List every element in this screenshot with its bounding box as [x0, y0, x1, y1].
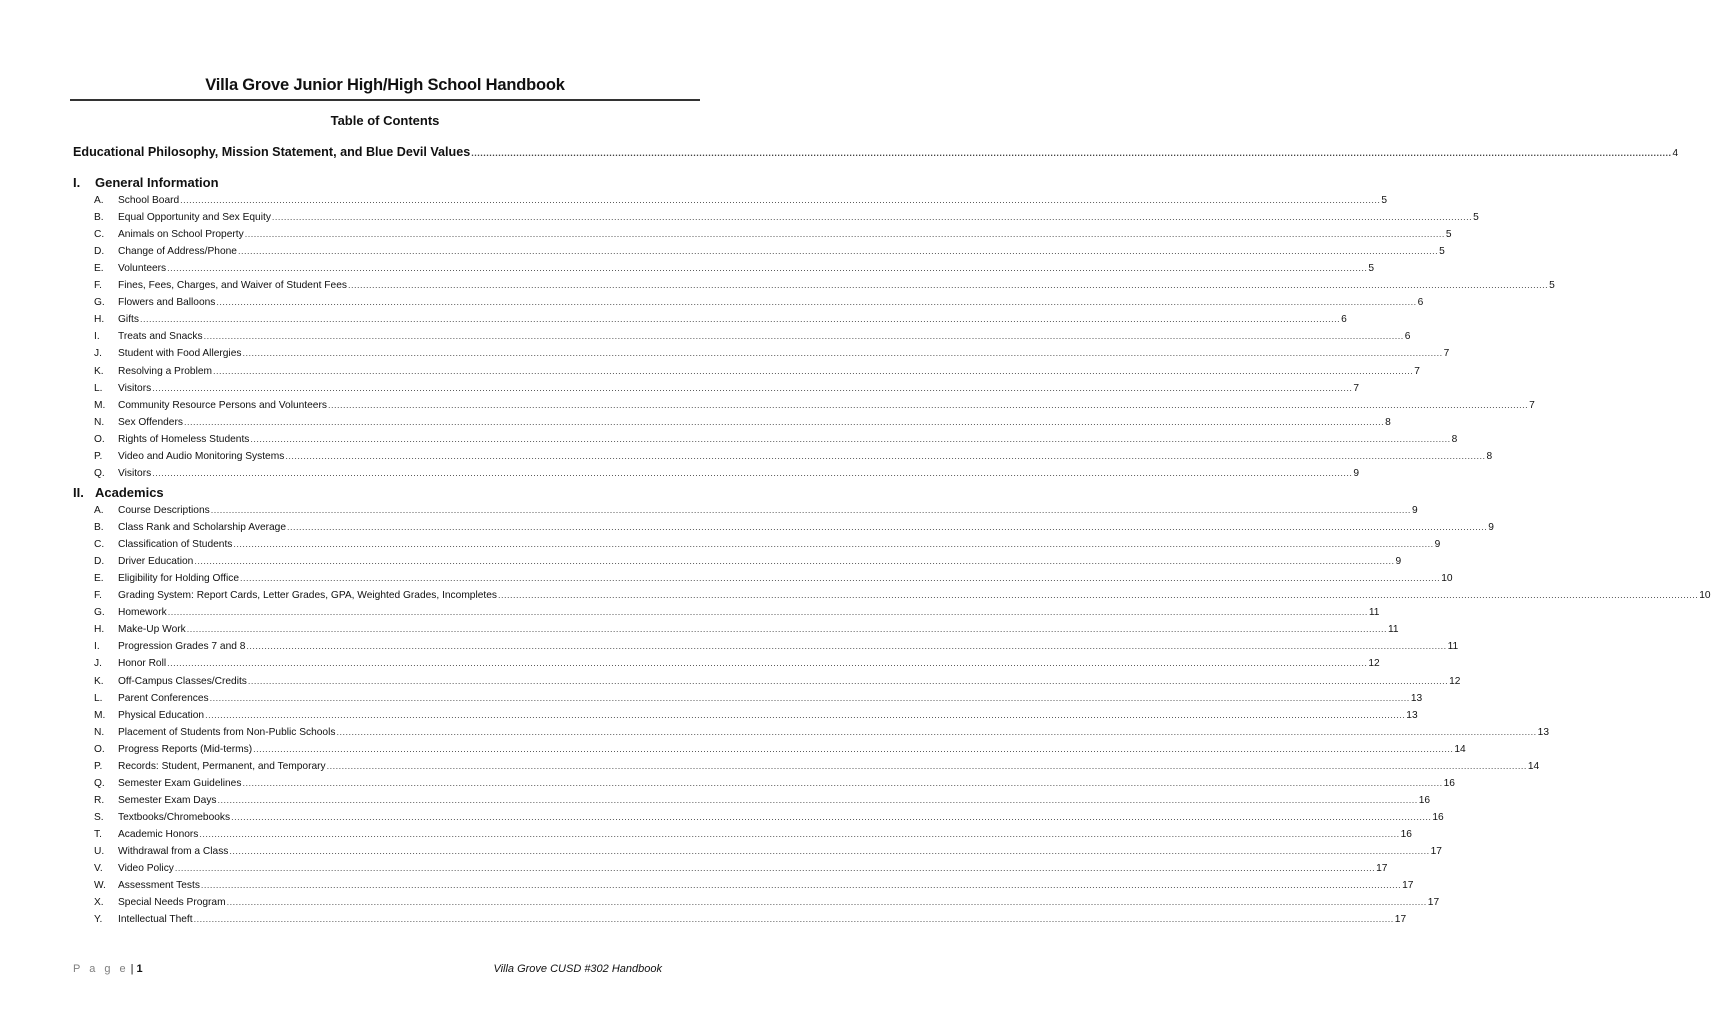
toc-item-label: Make-Up Work [118, 624, 186, 636]
toc-item-label-group [94, 641, 245, 652]
toc-item-letter: M. [94, 709, 106, 721]
toc-item-letter: O. [94, 433, 105, 445]
toc-item-label-group [94, 314, 139, 325]
toc-item-label: Community Resource Persons and Volunteers [118, 399, 327, 411]
dot-leader: ................................................................................................................................................................................................................................................................................................................................................................................................................ [174, 863, 1376, 874]
footer-page-label [73, 963, 143, 975]
toc-item-page: 6 [1417, 297, 1424, 309]
toc-item-letter: R. [94, 794, 105, 806]
toc-item-label: Eligibility for Holding Office [118, 573, 239, 585]
toc-item[interactable] [94, 573, 1453, 590]
toc-item[interactable] [94, 828, 1412, 846]
toc-item-letter: B. [94, 522, 104, 534]
toc-item-label: Animals on School Property [118, 229, 244, 241]
toc-item-letter: G. [94, 297, 105, 309]
toc-item-letter: Y. [94, 914, 103, 926]
dot-leader: ................................................................................................................................................................................................................................................................................................................................................................................................................ [186, 624, 1387, 635]
toc-item-label: Textbooks/Chromebooks [118, 811, 231, 823]
dot-leader: ................................................................................................................................................................................................................................................................................................................................................................................................................ [226, 897, 1427, 908]
toc-item-label: Off-Campus Classes/Credits [118, 675, 247, 687]
toc-item[interactable] [94, 624, 1399, 641]
toc-item-letter: F. [94, 590, 102, 602]
toc-item[interactable] [94, 399, 1535, 417]
toc-item-letter: M. [94, 399, 106, 411]
toc-item-letter: D. [94, 556, 105, 568]
toc-item-label: Visitors [118, 467, 152, 479]
toc-item-label: Semester Exam Guidelines [118, 777, 242, 789]
toc-item[interactable] [94, 416, 1391, 434]
toc-item-label: Progression Grades 7 and 8 [118, 641, 246, 653]
toc-item-letter: H. [94, 624, 105, 636]
toc-item-label-group [94, 846, 228, 857]
dot-leader: ................................................................................................................................................................................................................................................................................................................................................................................................................ [242, 348, 1443, 359]
toc-item[interactable] [94, 914, 1407, 931]
toc-item-page: 16 [1400, 828, 1412, 840]
dot-leader: ................................................................................................................................................................................................................................................................................................................................................................................................................ [229, 846, 1430, 856]
toc-item[interactable] [94, 863, 1388, 880]
toc-item-label-group [94, 522, 286, 533]
toc-item[interactable] [94, 760, 1540, 778]
dot-leader: ................................................................................................................................................................................................................................................................................................................................................................................................................ [239, 573, 1441, 584]
dot-leader: ................................................................................................................................................................................................................................................................................................................................................................................................................ [347, 280, 1549, 291]
toc-item[interactable] [94, 777, 1455, 795]
toc-item-label: Fines, Fees, Charges, and Waiver of Student Fees [118, 280, 347, 292]
toc-item-label-group [94, 812, 230, 823]
toc-item-page: 9 [1488, 522, 1494, 534]
title-divider [70, 99, 700, 101]
toc-item-label: Parent Conferences [118, 692, 209, 704]
toc-item-label-group [94, 383, 151, 394]
toc-item-page: 7 [1414, 365, 1420, 377]
toc-item-letter: H. [94, 314, 105, 326]
toc-item-label-group [94, 914, 193, 925]
toc-item-label-group [94, 607, 167, 618]
toc-item-label-group [94, 778, 241, 789]
toc-item-letter: L. [94, 382, 103, 394]
toc-entry-page: 4 [1672, 148, 1679, 159]
toc-item-label-group [94, 710, 204, 721]
dot-leader: ................................................................................................................................................................................................................................................................................................................................................................................................................ [152, 382, 1353, 393]
toc-item-letter: A. [94, 505, 104, 516]
toc-item-letter: J. [94, 348, 102, 360]
footer-page-word: P a g e [73, 963, 129, 975]
toc-entry-label: Educational Philosophy, Mission Statement, and Blue Devil Values [73, 145, 471, 159]
toc-item-label-group [94, 451, 284, 462]
toc-item-page: 5 [1381, 195, 1388, 206]
dot-leader: ................................................................................................................................................................................................................................................................................................................................................................................................................ [246, 641, 1447, 652]
toc-item-letter: Q. [94, 777, 105, 789]
toc-item-letter: N. [94, 416, 105, 428]
toc-item-page: 10 [1699, 590, 1711, 602]
toc-item-letter: O. [94, 743, 105, 755]
toc-item-letter: E. [94, 573, 104, 585]
toc-item-letter: E. [94, 263, 104, 275]
dot-leader: ................................................................................................................................................................................................................................................................................................................................................................................................................ [217, 794, 1418, 805]
toc-item[interactable] [94, 229, 1452, 246]
toc-item-label: Assessment Tests [118, 880, 200, 892]
dot-leader: ................................................................................................................................................................................................................................................................................................................................................................................................................ [231, 811, 1432, 822]
toc-item-label-group [94, 263, 166, 274]
toc-item-label: Driver Education [118, 556, 194, 568]
dot-leader: ................................................................................................................................................................................................................................................................................................................................................................................................................ [167, 607, 1368, 618]
dot-leader: ................................................................................................................................................................................................................................................................................................................................................................................................................ [287, 522, 1488, 533]
toc-item-page: 6 [1404, 331, 1411, 343]
toc-item-label: Volunteers [118, 263, 167, 275]
toc-item-page: 7 [1529, 399, 1535, 411]
dot-leader: ................................................................................................................................................................................................................................................................................................................................................................................................................ [152, 467, 1353, 478]
dot-leader: ................................................................................................................................................................................................................................................................................................................................................................................................................ [498, 590, 1699, 601]
section-heading[interactable] [73, 175, 219, 190]
toc-item-letter: G. [94, 607, 105, 619]
toc-item[interactable] [94, 467, 1360, 485]
dot-leader: ................................................................................................................................................................................................................................................................................................................................................................................................................ [244, 229, 1445, 240]
toc-item[interactable] [94, 263, 1375, 280]
toc-item-page: 14 [1454, 743, 1466, 755]
toc-item-page: 5 [1445, 229, 1452, 241]
toc-item[interactable] [94, 692, 1423, 710]
footer-separator: | [130, 963, 134, 975]
toc-item[interactable] [94, 450, 1493, 468]
toc-item-letter: L. [94, 692, 103, 704]
toc-item[interactable] [94, 246, 1445, 263]
toc-item-letter: S. [94, 811, 104, 823]
section-number: II. [73, 485, 84, 500]
dot-leader: ................................................................................................................................................................................................................................................................................................................................................................................................................ [209, 692, 1410, 703]
toc-item-label: Class Rank and Scholarship Average [118, 522, 287, 534]
dot-leader: ................................................................................................................................................................................................................................................................................................................................................................................................................ [183, 416, 1385, 427]
dot-leader: ................................................................................................................................................................................................................................................................................................................................................................................................................ [233, 539, 1434, 550]
toc-item-label: Physical Education [118, 709, 205, 721]
toc-item-label: Homework [118, 607, 167, 619]
toc-item[interactable] [94, 897, 1440, 914]
toc-item[interactable] [94, 675, 1461, 693]
toc-item-label-group [94, 897, 226, 908]
toc-item[interactable] [94, 522, 1494, 539]
toc-heading: Table of Contents [330, 113, 440, 128]
toc-item-page: 5 [1368, 263, 1375, 275]
toc-item-page: 9 [1411, 505, 1418, 516]
dot-leader: ................................................................................................................................................................................................................................................................................................................................................................................................................ [247, 675, 1449, 686]
toc-item-label-group [94, 468, 151, 479]
toc-item-letter: N. [94, 726, 105, 738]
dot-leader: ................................................................................................................................................................................................................................................................................................................................................................................................................ [237, 246, 1439, 257]
toc-item-page: 5 [1549, 280, 1555, 292]
toc-item[interactable] [94, 505, 1418, 522]
toc-item-label-group [94, 539, 232, 550]
dot-leader: ................................................................................................................................................................................................................................................................................................................................................................................................................ [271, 212, 1473, 223]
toc-item[interactable] [94, 539, 1441, 556]
toc-item-page: 16 [1418, 794, 1431, 806]
toc-item[interactable] [94, 794, 1431, 812]
toc-item-page: 8 [1486, 450, 1493, 462]
section-title: General Information [95, 175, 219, 190]
toc-item-page: 10 [1441, 573, 1453, 585]
toc-item-page: 9 [1395, 556, 1402, 568]
toc-item-page: 13 [1410, 692, 1423, 704]
toc-item-letter: K. [94, 365, 104, 377]
dot-leader: ................................................................................................................................................................................................................................................................................................................................................................................................................ [205, 709, 1406, 720]
toc-item[interactable] [94, 743, 1466, 761]
toc-item[interactable] [94, 590, 1711, 607]
toc-item-letter: T. [94, 828, 102, 840]
toc-item-letter: C. [94, 229, 105, 241]
toc-item-page: 5 [1473, 212, 1479, 224]
toc-item-label-group [94, 280, 347, 291]
dot-leader: ................................................................................................................................................................................................................................................................................................................................................................................................................ [194, 556, 1395, 567]
toc-item-page: 13 [1537, 726, 1549, 738]
toc-item[interactable] [94, 726, 1549, 744]
toc-item-letter: I. [94, 331, 100, 343]
toc-item[interactable] [94, 297, 1424, 314]
toc-item[interactable] [94, 709, 1418, 727]
toc-item-letter: U. [94, 846, 105, 857]
toc-item-label-group [94, 417, 183, 428]
toc-item-page: 12 [1368, 658, 1380, 670]
toc-item[interactable] [94, 212, 1479, 229]
toc-item-label: Equal Opportunity and Sex Equity [118, 212, 271, 224]
toc-item-letter: I. [94, 641, 100, 653]
toc-item[interactable] [94, 433, 1458, 451]
toc-item-label: Special Needs Program [118, 897, 226, 909]
toc-item[interactable] [94, 314, 1347, 331]
toc-item[interactable] [94, 880, 1414, 897]
toc-item-letter: P. [94, 450, 103, 462]
toc-item-page: 9 [1353, 467, 1360, 479]
toc-item-label: Video and Audio Monitoring Systems [118, 450, 285, 462]
toc-item[interactable] [94, 607, 1380, 624]
toc-item-page: 16 [1432, 811, 1444, 823]
document-title: Villa Grove Junior High/High School Handbook [205, 76, 565, 94]
toc-item-page: 17 [1394, 914, 1407, 926]
toc-item-label: Gifts [118, 314, 139, 326]
dot-leader: ................................................................................................................................................................................................................................................................................................................................................................................................................ [253, 743, 1454, 754]
toc-item-letter: F. [94, 280, 102, 292]
dot-leader: ................................................................................................................................................................................................................................................................................................................................................................................................................ [336, 726, 1537, 737]
footer-page-number: 1 [136, 963, 143, 975]
toc-item-label-group [94, 400, 327, 411]
toc-item[interactable] [94, 331, 1411, 348]
toc-item-label: Student with Food Allergies [118, 348, 242, 360]
toc-item-label: Honor Roll [118, 658, 167, 670]
toc-item-letter: P. [94, 760, 103, 772]
toc-item-label-group [94, 795, 217, 806]
toc-item-page: 17 [1427, 897, 1440, 909]
toc-item[interactable] [94, 280, 1555, 297]
toc-item-page: 16 [1443, 777, 1455, 789]
toc-item-label: Semester Exam Days [118, 794, 217, 806]
toc-item-label-group [94, 624, 186, 635]
toc-item-label-group [94, 573, 239, 584]
toc-item-page: 13 [1406, 709, 1418, 721]
toc-item-letter: W. [94, 880, 106, 892]
dot-leader: ................................................................................................................................................................................................................................................................................................................................................................................................................ [213, 365, 1414, 376]
toc-item[interactable] [94, 658, 1380, 675]
dot-leader: ................................................................................................................................................................................................................................................................................................................................................................................................................ [326, 760, 1527, 771]
dot-leader: ................................................................................................................................................................................................................................................................................................................................................................................................................ [200, 880, 1402, 891]
toc-item-label-group [94, 658, 166, 669]
toc-item-label: Rights of Homeless Students [118, 433, 250, 445]
toc-item-letter: D. [94, 246, 105, 258]
dot-leader: ................................................................................................................................................................................................................................................................................................................................................................................................................ [471, 148, 1672, 158]
dot-leader: ................................................................................................................................................................................................................................................................................................................................................................................................................ [167, 263, 1368, 274]
dot-leader: ................................................................................................................................................................................................................................................................................................................................................................................................................ [193, 914, 1394, 925]
toc-item-label-group [94, 693, 209, 704]
toc-item-letter: A. [94, 195, 104, 206]
toc-item[interactable] [94, 846, 1442, 863]
toc-item-page: 17 [1376, 863, 1388, 875]
toc-item-label: Treats and Snacks [118, 331, 203, 343]
toc-item-label-group [94, 195, 179, 206]
toc-item-label: Flowers and Balloons [118, 297, 216, 309]
toc-item-label-group [94, 863, 174, 874]
toc-item-label: Withdrawal from a Class [118, 846, 229, 857]
dot-leader: ................................................................................................................................................................................................................................................................................................................................................................................................................ [285, 450, 1486, 461]
toc-item-label: Visitors [118, 382, 152, 394]
toc-item-label-group [94, 727, 335, 738]
toc-item-label: Grading System: Report Cards, Letter Grades, GPA, Weighted Grades, Incompletes [118, 590, 497, 602]
toc-item-page: 11 [1368, 607, 1380, 619]
section-heading[interactable] [73, 485, 164, 500]
toc-item-letter: X. [94, 897, 104, 909]
toc-item-page: 11 [1387, 624, 1399, 636]
toc-item-page: 11 [1447, 641, 1459, 653]
toc-item-letter: J. [94, 658, 102, 670]
toc-item-label-group [94, 829, 198, 840]
dot-leader: ................................................................................................................................................................................................................................................................................................................................................................................................................ [199, 828, 1400, 839]
toc-item-page: 8 [1385, 416, 1391, 428]
dot-leader: ................................................................................................................................................................................................................................................................................................................................................................................................................ [203, 331, 1404, 342]
toc-item-letter: Q. [94, 467, 105, 479]
toc-item-label: Intellectual Theft [118, 914, 193, 926]
toc-item-page: 6 [1341, 314, 1347, 326]
toc-item-label-group [94, 590, 497, 601]
toc-item-page: 17 [1430, 846, 1442, 857]
toc-item-label-group [94, 366, 212, 377]
toc-item-label-group [94, 556, 193, 567]
toc-item-label-group [94, 761, 326, 772]
toc-item-page: 7 [1353, 382, 1360, 394]
toc-item-label: Video Policy [118, 863, 174, 875]
toc-item-page: 17 [1402, 880, 1414, 892]
dot-leader: ................................................................................................................................................................................................................................................................................................................................................................................................................ [242, 777, 1443, 788]
dot-leader: ................................................................................................................................................................................................................................................................................................................................................................................................................ [250, 433, 1451, 444]
toc-item-label: School Board [118, 195, 180, 206]
toc-item[interactable] [94, 641, 1459, 658]
footer-handbook-name: Villa Grove CUSD #302 Handbook [493, 963, 662, 975]
toc-item[interactable] [94, 348, 1450, 365]
toc-main-entry[interactable] [73, 145, 1679, 161]
toc-item-label: Sex Offenders [118, 416, 183, 428]
dot-leader: ................................................................................................................................................................................................................................................................................................................................................................................................................ [139, 314, 1341, 325]
toc-item-label-group [94, 246, 237, 257]
toc-item-label: Placement of Students from Non-Public Schools [118, 726, 336, 738]
section-number: I. [73, 175, 81, 190]
toc-item-label-group [94, 212, 271, 223]
toc-item-page: 12 [1449, 675, 1461, 687]
toc-item-page: 7 [1443, 348, 1450, 360]
toc-item-label-group [94, 348, 241, 359]
toc-item-label-group [94, 229, 244, 240]
dot-leader: ................................................................................................................................................................................................................................................................................................................................................................................................................ [327, 399, 1529, 410]
toc-item-page: 5 [1439, 246, 1445, 258]
toc-item-label: Change of Address/Phone [118, 246, 237, 258]
toc-item-letter: K. [94, 675, 104, 687]
toc-item-label-group [94, 331, 203, 342]
toc-item[interactable] [94, 195, 1388, 212]
toc-item-label: Resolving a Problem [118, 365, 212, 377]
toc-item-label: Course Descriptions [118, 505, 210, 516]
dot-leader: ................................................................................................................................................................................................................................................................................................................................................................................................................ [167, 658, 1368, 669]
toc-item-label-group [94, 880, 200, 891]
toc-item-label-group [94, 505, 210, 516]
section-title: Academics [95, 485, 164, 500]
toc-item-label: Progress Reports (Mid-terms) [118, 743, 253, 755]
toc-item[interactable] [94, 382, 1360, 400]
toc-item-label: Academic Honors [118, 828, 199, 840]
toc-item-label-group [94, 676, 247, 687]
toc-item-label: Classification of Students [118, 539, 233, 551]
toc-item[interactable] [94, 811, 1444, 829]
toc-item-page: 8 [1451, 433, 1458, 445]
toc-item[interactable] [94, 556, 1402, 573]
toc-item-page: 9 [1434, 539, 1441, 551]
toc-item-label-group [94, 744, 252, 755]
toc-item-letter: V. [94, 863, 103, 875]
toc-item-letter: B. [94, 212, 104, 224]
toc-item-label: Records: Student, Permanent, and Temporary [118, 760, 326, 772]
toc-item-letter: C. [94, 539, 105, 551]
dot-leader: ................................................................................................................................................................................................................................................................................................................................................................................................................ [210, 505, 1411, 515]
toc-item-page: 14 [1527, 760, 1540, 772]
dot-leader: ................................................................................................................................................................................................................................................................................................................................................................................................................ [180, 195, 1381, 205]
toc-item-label-group [94, 297, 215, 308]
toc-item[interactable] [94, 365, 1420, 383]
toc-item-label-group [94, 434, 249, 445]
dot-leader: ................................................................................................................................................................................................................................................................................................................................................................................................................ [216, 297, 1417, 308]
